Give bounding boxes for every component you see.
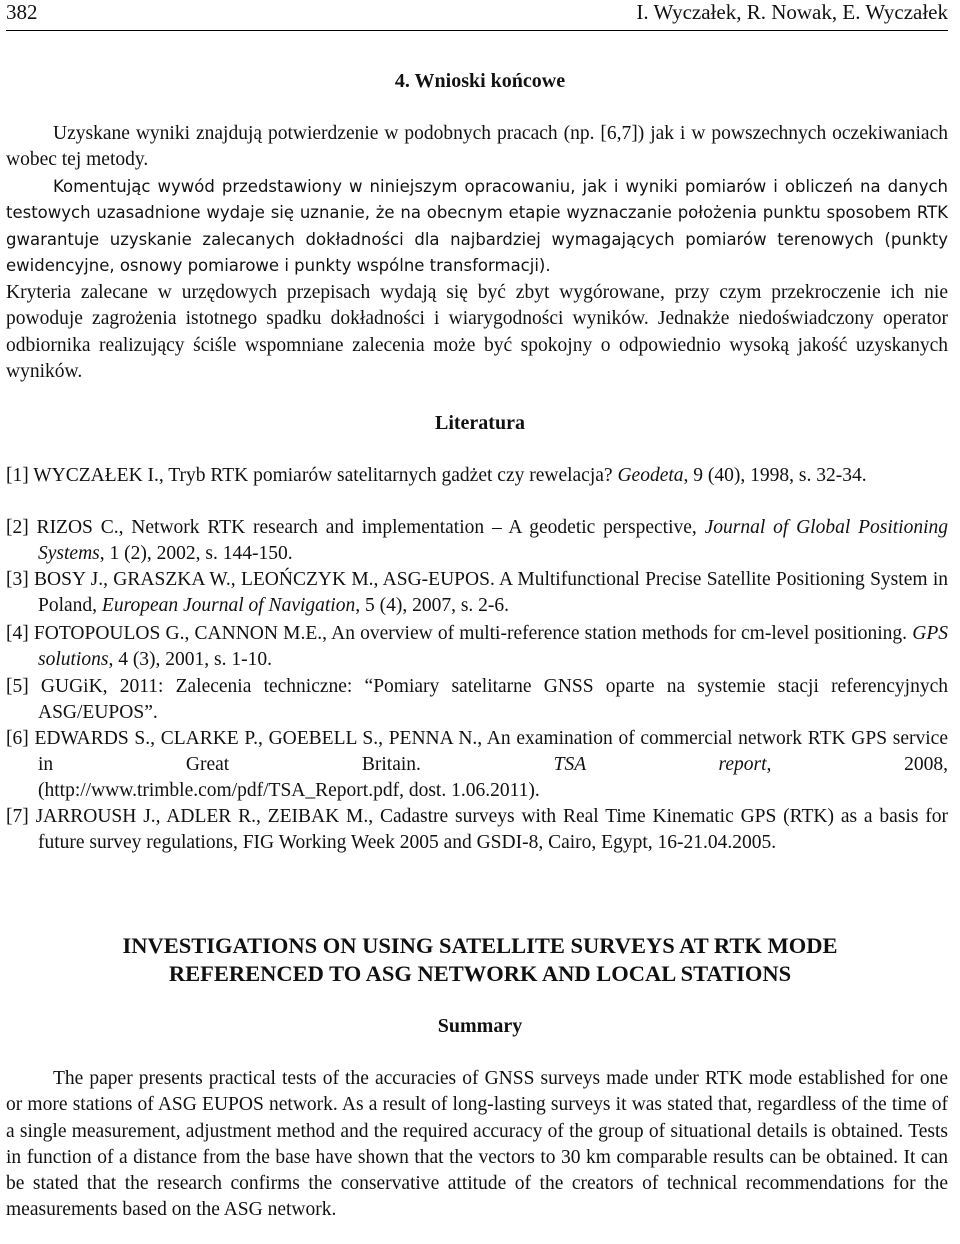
reference-2: [2] RIZOS C., Network RTK research and implementation – A geodetic perspective, Journal of Global Positioning Systems, 1 (2), 2002, s. 144-150. [6,517,949,565]
reference-6: [6] EDWARDS S., CLARKE P., GOEBELL S., PENNA N., An examination of commercial network RTK GPS service in Great Britain. TSA report, 2008, [6,728,948,776]
reference-7: [7] JARROUSH J., ADLER R., ZEIBAK M., Cadastre surveys with Real Time Kinematic GPS (RTK) as a basis for future survey regulations, FIG Working Week 2005 and GSDI-8, Cairo, Egypt, 16-21.04.2005. [6,806,948,854]
summary-text: The paper presents practical tests of the accuracies of GNSS surveys made under RTK mode established for one or more stations of ASG EUPOS network. As a result of long-lasting surveys it was stated that, regardless of the time of a single measurement, adjustment method and the required accuracy of the group of situational details is obtained. Tests in function of a distance from the base have shown that the vectors to 30 km comparable results can be obtained. It can be stated that the research confirms the conservative attitude of the creators of technical recommendations for the measurements based on the ASG network. [6,1068,948,1221]
reference-4: [4] FOTOPOULOS G., CANNON M.E., An overview of multi-reference station methods for cm-level positioning. GPS solutions, 4 (3), 2001, s. 1-10. [6,623,948,671]
english-title [0,932,960,988]
paragraph-1: Uzyskane wyniki znajdują potwierdzenie w podobnych pracach (np. [6,7]) jak i w powszechnych oczekiwaniach wobec tej metody. [6,123,948,171]
page-number: 382 [6,0,38,24]
english-title-line-1: INVESTIGATIONS ON USING SATELLITE SURVEYS AT RTK MODE [122,933,838,958]
running-authors: I. Wyczałek, R. Nowak, E. Wyczałek [636,0,948,24]
reference-3: [3] BOSY J., GRASZKA W., LEOŃCZYK M., ASG-EUPOS. A Multifunctional Precise Satellite Positioning System in Poland, European Journal of Navigation, 5 (4), 2007, s. 2-6. [6,569,948,617]
paragraph-3: Kryteria zalecane w urzędowych przepisach wydają się być zbyt wygórowane, przy czym przekroczenie ich nie powoduje zagrożenia istotnego spadku dokładności i wiarygodności wyników. Jednakże niedoświadczony operator odbiornika realizujący ściśle wspomniane zalecenia może być spokojny o odpowiednio wysoką jakość uzyskanych wyników. [6,282,948,382]
reference-5: [5] GUGiK, 2011: Zalecenia techniczne: “Pomiary satelitarne GNSS oparte na systemie stacji referencyjnych ASG/EUPOS”. [6,676,948,724]
section-heading-conclusions: 4. Wnioski końcowe [394,70,566,92]
running-header [6,0,948,31]
reference-6-url: (http://www.trimble.com/pdf/TSA_Report.pdf, dost. 1.06.2011). [38,780,540,801]
english-title-line-2: REFERENCED TO ASG NETWORK AND LOCAL STATIONS [168,961,792,986]
section-heading-literature: Literatura [435,412,525,434]
paragraph-2: Komentując wywód przedstawiony w niniejszym opracowaniu, jak i wyniki pomiarów i obliczeń na danych testowych uzasadnione wydaje się uznanie, że na obecnym etapie wyznaczanie położenia punktu sposobem RTK gwarantuje uzyskanie zalecanych dokładności dla najbardziej wymagających pomiarów terenowych (punkty ewidencyjne, osnowy pomiarowe i punkty wspólne transformacji). [6,177,948,275]
reference-1: [1] WYCZAŁEK I., Tryb RTK pomiarów satelitarnych gadżet czy rewelacja? Geodeta, 9 (40), 1998, s. 32-34. [6,465,867,486]
summary-heading: Summary [437,1015,523,1037]
